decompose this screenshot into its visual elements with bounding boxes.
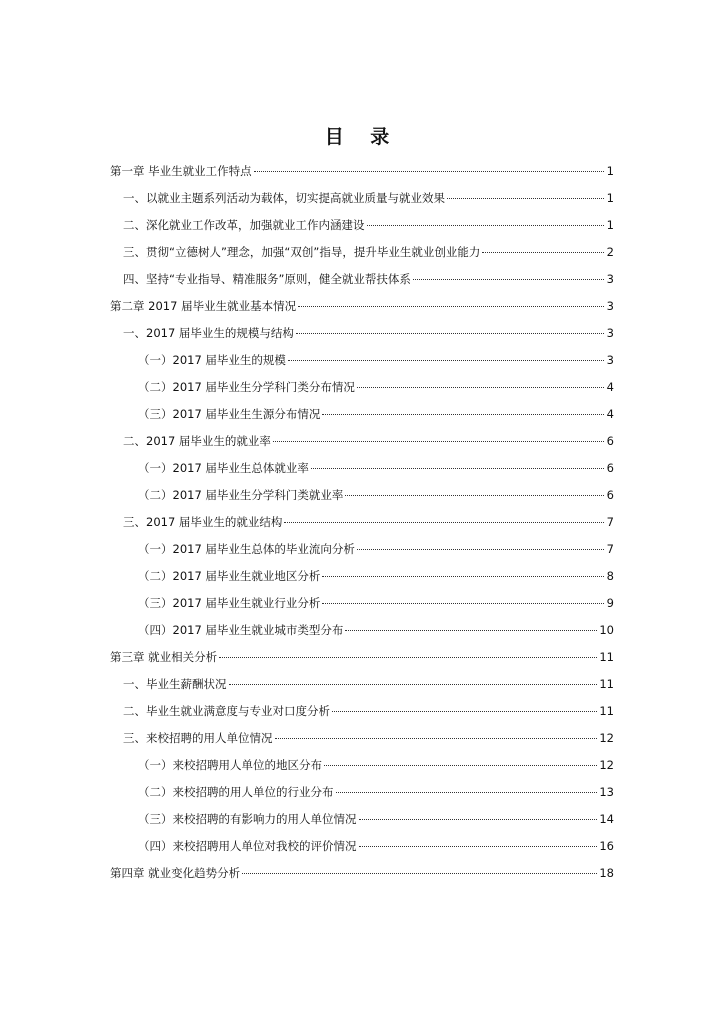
toc-entry[interactable] bbox=[110, 401, 614, 428]
toc-entry[interactable] bbox=[110, 347, 614, 374]
toc-entry[interactable] bbox=[110, 239, 614, 266]
toc-entry-title: 一、毕业生薪酬状况 bbox=[123, 677, 227, 691]
dot-leader bbox=[324, 764, 597, 766]
toc-entry[interactable] bbox=[110, 266, 614, 293]
toc-entry[interactable] bbox=[110, 374, 614, 401]
toc-page-number: 2 bbox=[606, 245, 614, 259]
dot-leader bbox=[254, 170, 604, 172]
dot-leader bbox=[242, 872, 597, 874]
dot-leader bbox=[322, 602, 604, 604]
toc-page-number: 4 bbox=[606, 380, 614, 394]
toc-entry-title: （三）来校招聘的有影响力的用人单位情况 bbox=[138, 812, 357, 826]
toc-entry[interactable] bbox=[110, 563, 614, 590]
toc-entry-title: （三）2017 届毕业生就业行业分析 bbox=[138, 596, 321, 610]
toc-page-number: 7 bbox=[606, 542, 614, 556]
toc-entry[interactable] bbox=[110, 212, 614, 239]
toc-entry[interactable] bbox=[110, 158, 614, 185]
toc-page-number: 16 bbox=[599, 839, 614, 853]
toc-title: 目 录 bbox=[324, 126, 400, 148]
toc-page-number: 13 bbox=[599, 785, 614, 799]
toc-page-number: 6 bbox=[606, 434, 614, 448]
toc-entry-title: （四）2017 届毕业生就业城市类型分布 bbox=[138, 623, 344, 637]
toc-entry[interactable] bbox=[110, 860, 614, 887]
toc-entry-title: （二）2017 届毕业生分学科门类就业率 bbox=[138, 488, 344, 502]
toc-page-number: 4 bbox=[606, 407, 614, 421]
toc-entry-title: （二）2017 届毕业生就业地区分析 bbox=[138, 569, 321, 583]
dot-leader bbox=[367, 224, 605, 226]
toc-page-number: 10 bbox=[599, 623, 614, 637]
toc-page-number: 12 bbox=[599, 731, 614, 745]
toc-page-number: 11 bbox=[599, 704, 614, 718]
toc-page-number: 9 bbox=[606, 596, 614, 610]
dot-leader bbox=[359, 818, 598, 820]
toc-entry-title: （一）2017 届毕业生总体的毕业流向分析 bbox=[138, 542, 355, 556]
dot-leader bbox=[219, 656, 597, 658]
toc-entry[interactable] bbox=[110, 428, 614, 455]
toc-entry[interactable] bbox=[110, 806, 614, 833]
toc-page-number: 8 bbox=[606, 569, 614, 583]
toc-page-number: 3 bbox=[606, 326, 614, 340]
dot-leader bbox=[311, 467, 604, 469]
table-of-contents bbox=[110, 158, 614, 887]
toc-entry-title: （三）2017 届毕业生生源分布情况 bbox=[138, 407, 321, 421]
toc-entry[interactable] bbox=[110, 779, 614, 806]
toc-page-number: 12 bbox=[599, 758, 614, 772]
toc-entry[interactable] bbox=[110, 671, 614, 698]
dot-leader bbox=[336, 791, 598, 793]
toc-entry-title: （二）来校招聘的用人单位的行业分布 bbox=[138, 785, 334, 799]
dot-leader bbox=[482, 251, 604, 253]
dot-leader bbox=[357, 386, 604, 388]
toc-entry[interactable] bbox=[110, 293, 614, 320]
toc-entry[interactable] bbox=[110, 833, 614, 860]
toc-entry-title: （一）2017 届毕业生的规模 bbox=[138, 353, 286, 367]
toc-entry[interactable] bbox=[110, 536, 614, 563]
dot-leader bbox=[447, 197, 604, 199]
toc-entry[interactable] bbox=[110, 482, 614, 509]
dot-leader bbox=[413, 278, 604, 280]
dot-leader bbox=[357, 548, 604, 550]
dot-leader bbox=[298, 305, 604, 307]
toc-entry-title: 第一章 毕业生就业工作特点 bbox=[110, 164, 252, 178]
dot-leader bbox=[284, 521, 604, 523]
toc-entry[interactable] bbox=[110, 185, 614, 212]
toc-page-number: 1 bbox=[606, 164, 614, 178]
toc-entry-title: 三、来校招聘的用人单位情况 bbox=[123, 731, 273, 745]
toc-entry-title: 三、贯彻“立德树人”理念，加强“双创”指导，提升毕业生就业创业能力 bbox=[123, 245, 481, 259]
toc-page-number: 6 bbox=[606, 461, 614, 475]
toc-entry-title: 一、以就业主题系列活动为载体，切实提高就业质量与就业效果 bbox=[123, 191, 445, 205]
toc-page-number: 3 bbox=[606, 299, 614, 313]
toc-page-number: 14 bbox=[599, 812, 614, 826]
toc-entry-title: （一）来校招聘用人单位的地区分布 bbox=[138, 758, 322, 772]
toc-entry-title: 二、2017 届毕业生的就业率 bbox=[123, 434, 271, 448]
toc-page-number: 11 bbox=[599, 677, 614, 691]
toc-page-number: 18 bbox=[599, 866, 614, 880]
dot-leader bbox=[359, 845, 598, 847]
dot-leader bbox=[322, 413, 604, 415]
toc-entry-title: 第四章 就业变化趋势分析 bbox=[110, 866, 241, 880]
toc-entry[interactable] bbox=[110, 455, 614, 482]
dot-leader bbox=[273, 440, 604, 442]
toc-entry-title: （四）来校招聘用人单位对我校的评价情况 bbox=[138, 839, 357, 853]
toc-page-number: 1 bbox=[606, 191, 614, 205]
toc-entry[interactable] bbox=[110, 509, 614, 536]
toc-entry-title: 四、坚持“专业指导、精准服务”原则，健全就业帮扶体系 bbox=[123, 272, 411, 286]
dot-leader bbox=[345, 494, 604, 496]
toc-page-number: 7 bbox=[606, 515, 614, 529]
toc-entry-title: 二、毕业生就业满意度与专业对口度分析 bbox=[123, 704, 330, 718]
toc-entry-title: 第三章 就业相关分析 bbox=[110, 650, 218, 664]
toc-entry-title: 第二章 2017 届毕业生就业基本情况 bbox=[110, 299, 297, 313]
toc-entry-title: 一、2017 届毕业生的规模与结构 bbox=[123, 326, 294, 340]
toc-page-number: 1 bbox=[606, 218, 614, 232]
toc-entry[interactable] bbox=[110, 644, 614, 671]
toc-entry-title: （二）2017 届毕业生分学科门类分布情况 bbox=[138, 380, 355, 394]
toc-entry[interactable] bbox=[110, 698, 614, 725]
dot-leader bbox=[322, 575, 604, 577]
toc-entry-title: 二、深化就业工作改革，加强就业工作内涵建设 bbox=[123, 218, 365, 232]
toc-entry[interactable] bbox=[110, 590, 614, 617]
toc-entry[interactable] bbox=[110, 320, 614, 347]
toc-entry[interactable] bbox=[110, 752, 614, 779]
toc-entry[interactable] bbox=[110, 617, 614, 644]
dot-leader bbox=[288, 359, 604, 361]
dot-leader bbox=[229, 683, 598, 685]
dot-leader bbox=[296, 332, 604, 334]
toc-page-number: 11 bbox=[599, 650, 614, 664]
dot-leader bbox=[332, 710, 597, 712]
toc-entry[interactable] bbox=[110, 725, 614, 752]
dot-leader bbox=[275, 737, 598, 739]
toc-entry-title: （一）2017 届毕业生总体就业率 bbox=[138, 461, 309, 475]
toc-page-number: 3 bbox=[606, 353, 614, 367]
toc-entry-title: 三、2017 届毕业生的就业结构 bbox=[123, 515, 283, 529]
toc-page-number: 6 bbox=[606, 488, 614, 502]
dot-leader bbox=[345, 629, 597, 631]
toc-page-number: 3 bbox=[606, 272, 614, 286]
